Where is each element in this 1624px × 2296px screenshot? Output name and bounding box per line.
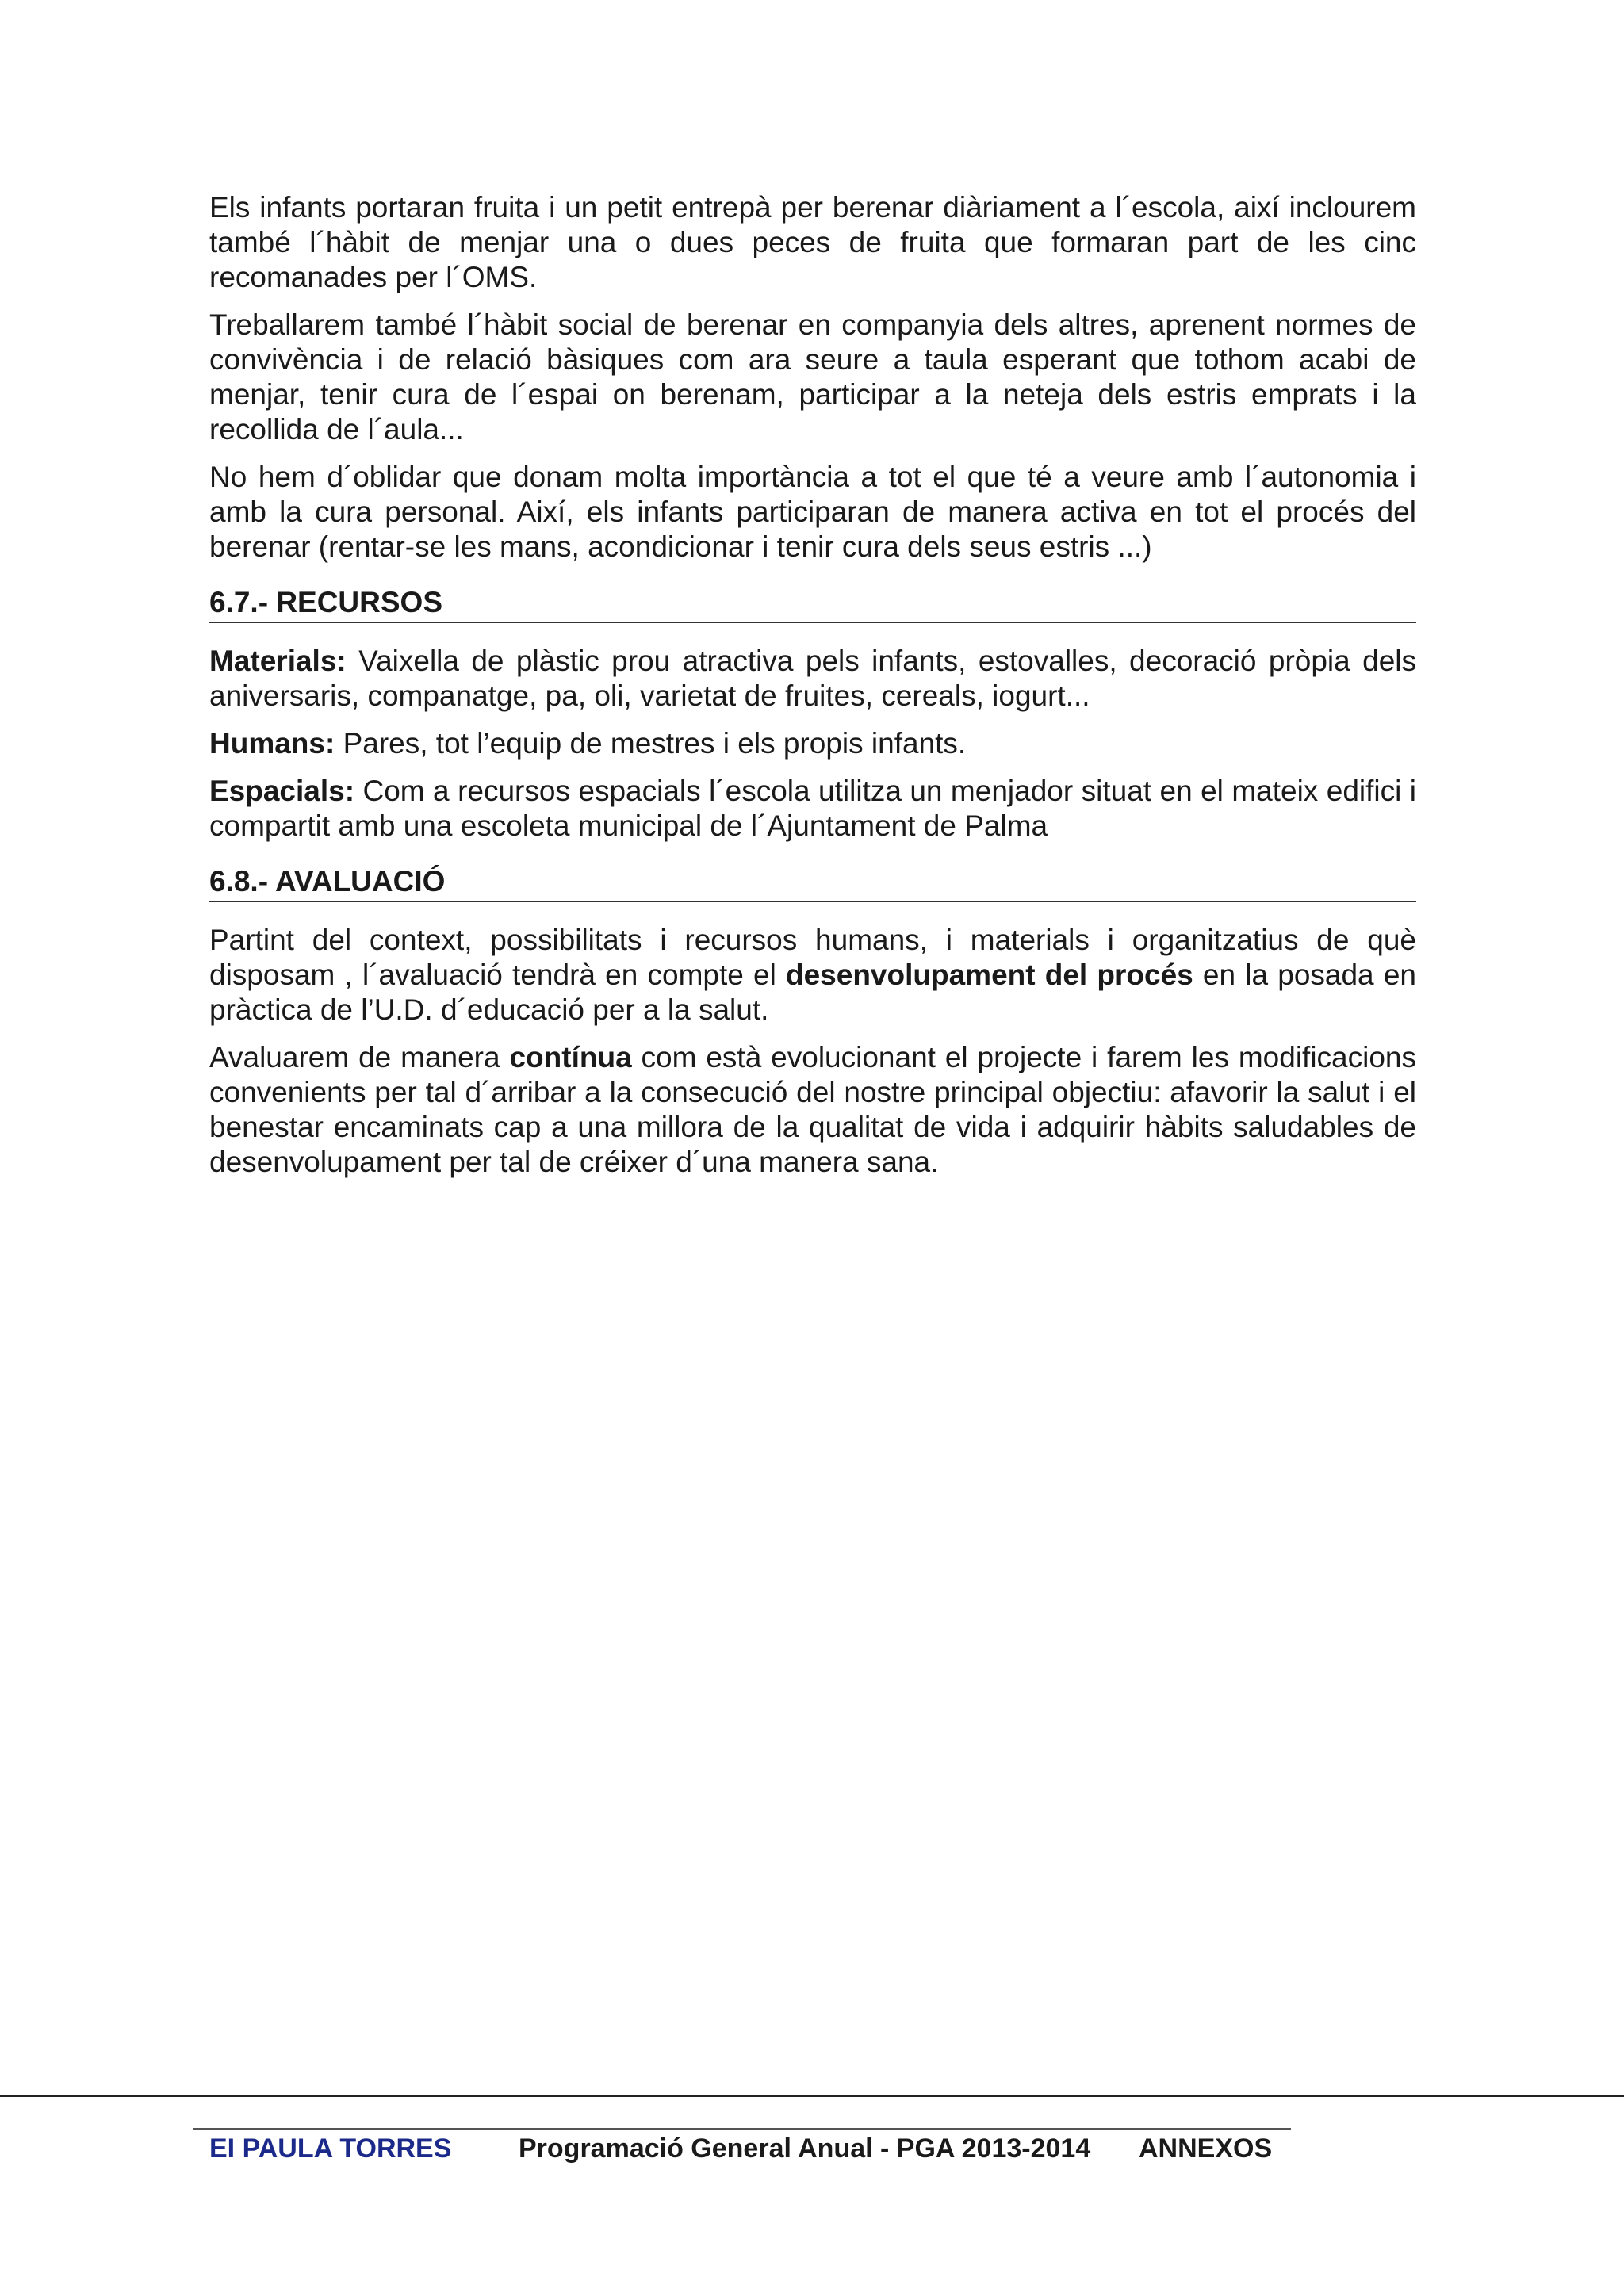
espacials-paragraph (209, 774, 1416, 844)
espacials-label: Espacials: (209, 775, 355, 807)
section-heading-recursos: 6.7.- RECURSOS (209, 585, 1416, 623)
intro-paragraph-2: Treballarem també l´hàbit social de berenar en companyia dels altres, aprenent normes de convivència i de relació bàsiques com ara seure a taula esperant que tothom acabi de menjar, tenir cura de l´espai on berenam, participar a la neteja dels estris emprats i la recollida de l´aula... (209, 308, 1416, 446)
footer-annex-label: ANNEXOS (1139, 2133, 1273, 2164)
materials-text: Vaixella de plàstic prou atractiva pels infants, estovalles, decoració pròpia dels aniversaris, companatge, pa, oli, varietat de fruites, cereals, iogurt... (209, 645, 1416, 712)
humans-label: Humans: (209, 727, 335, 760)
intro-paragraph-1: Els infants portaran fruita i un petit entrepà per berenar diàriament a l´escola, així inclourem també l´hàbit de menjar una o dues peces de fruita que formaran part de les cinc recomanades per l´OMS. (209, 191, 1416, 293)
materials-label: Materials: (209, 645, 347, 677)
humans-text: Pares, tot l’equip de mestres i els propis infants. (335, 727, 967, 760)
avaluacio-paragraph-2 (209, 1040, 1416, 1180)
humans-paragraph (209, 726, 1416, 761)
page-content (209, 190, 1416, 1192)
avaluacio-p2-bold: contínua (509, 1041, 632, 1073)
avaluacio-p1-text-end: en la posada en pràctica de l’U.D. d´educació per a la salut. (209, 959, 1416, 1026)
avaluacio-paragraph-1 (209, 923, 1416, 1027)
page-footer (209, 2131, 1320, 2166)
section-heading-avaluacio: 6.8.- AVALUACIÓ (209, 864, 1416, 902)
avaluacio-p2-text-end: com està evolucionant el projecte i farem les modificacions convenients per tal d´arribar a la consecució del nostre principal objectiu: afavorir la salut i el benestar encaminats cap a una millora de la qualitat de vida i adquirir hàbits saludables de desenvolupament per tal de créixer d´una manera sana. (209, 1041, 1416, 1178)
avaluacio-p1-text-start: Partint del context, possibilitats i recursos humans, i materials i organitzatius de què disposam , l´avaluació tendrà en compte el (209, 924, 1416, 991)
avaluacio-p1-bold: desenvolupament del procés (786, 959, 1193, 991)
footer-divider-top (0, 2095, 1624, 2097)
footer-divider (193, 2128, 1291, 2130)
espacials-text: Com a recursos espacials l´escola utilitza un menjador situat en el mateix edifici i compartit amb una escoleta municipal de l´Ajuntament de Palma (209, 775, 1416, 842)
materials-paragraph (209, 644, 1416, 714)
intro-paragraph-3: No hem d´oblidar que donam molta importància a tot el que té a veure amb l´autonomia i amb la cura personal. Així, els infants participaran de manera activa en tot el procés del berenar (rentar-se les mans, acondicionar i tenir cura dels seus estris ...) (209, 461, 1416, 563)
avaluacio-p2-text-start: Avaluarem de manera (209, 1041, 510, 1073)
footer-school-name: EI PAULA TORRES (209, 2133, 452, 2164)
footer-program-title: Programació General Anual - PGA 2013-2014 (519, 2133, 1091, 2164)
